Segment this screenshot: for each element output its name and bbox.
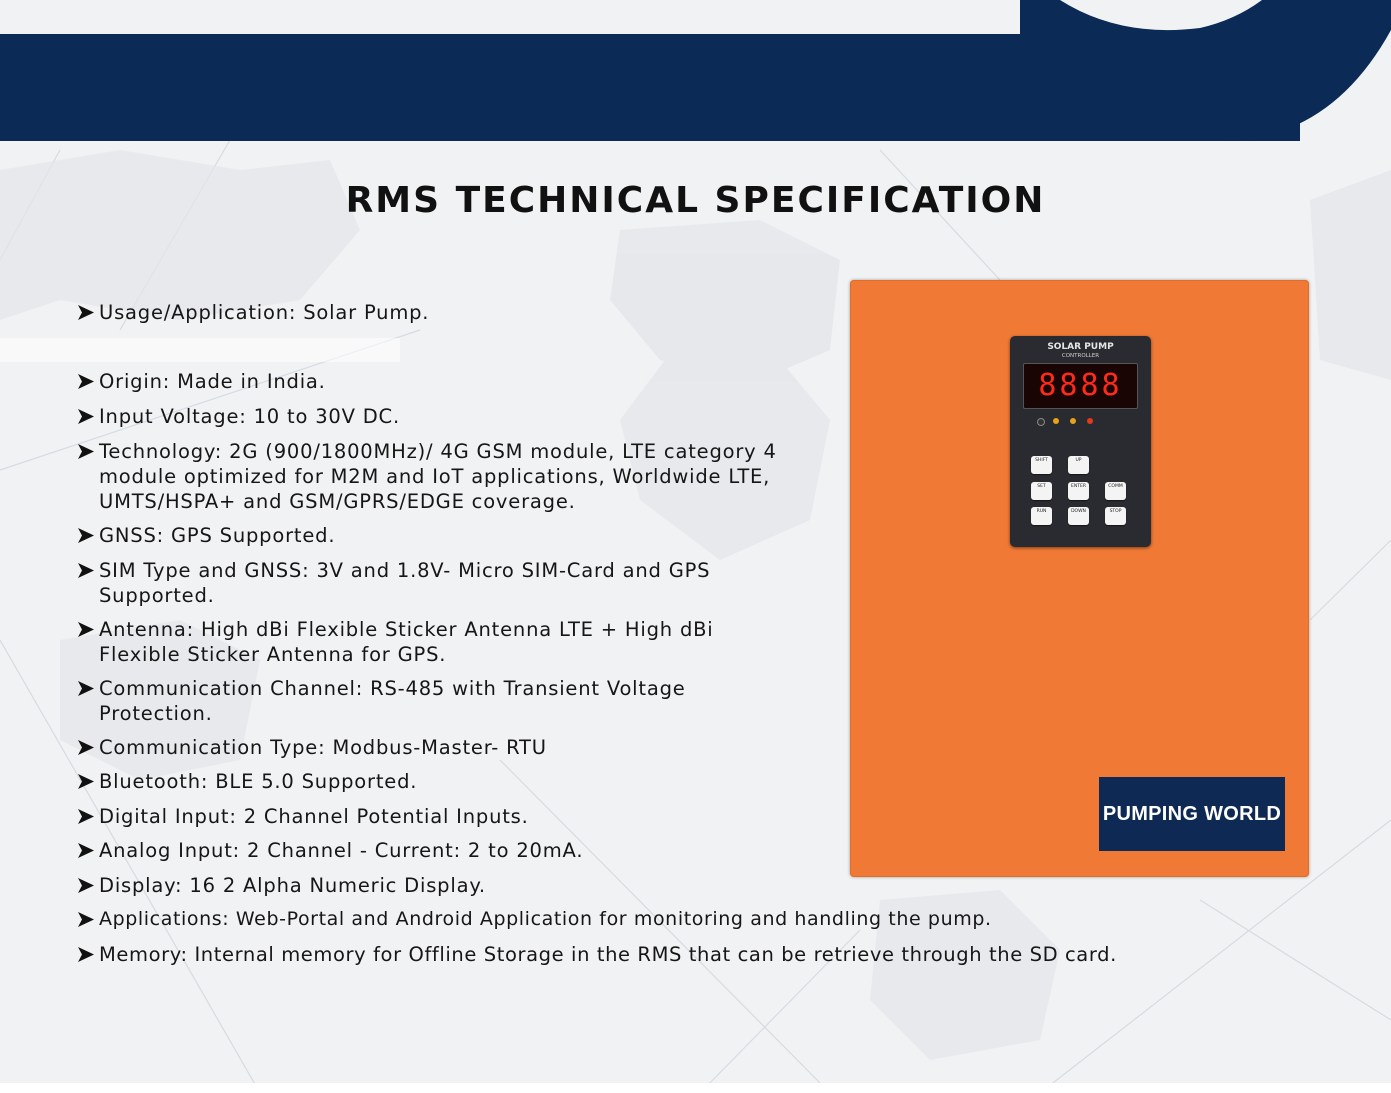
- spec-text: Usage/Application: Solar Pump.: [99, 301, 430, 324]
- status-led-icon: [1087, 418, 1093, 424]
- arrow-bullet-icon: [78, 843, 94, 858]
- key-shift: SHIFT: [1031, 456, 1052, 474]
- arrow-bullet-icon: [78, 305, 94, 320]
- spec-text: Origin: Made in India.: [99, 370, 326, 393]
- panel-title: SOLAR PUMP: [1047, 342, 1114, 352]
- arrow-bullet-icon: [78, 528, 94, 543]
- brand-label: PUMPING WORLD: [1099, 777, 1285, 851]
- seven-segment-display: 8888: [1023, 363, 1138, 409]
- spec-text: SIM Type and GNSS: 3V and 1.8V- Micro SIM-Card and GPS Supported.: [99, 559, 711, 607]
- spec-item-comm-channel: [78, 676, 768, 726]
- fade-band: [0, 338, 400, 362]
- spec-text: Communication Type: Modbus-Master- RTU: [99, 736, 547, 759]
- key-enter: ENTER: [1068, 482, 1089, 500]
- arrow-bullet-icon: [78, 912, 94, 927]
- arrow-bullet-icon: [78, 622, 94, 637]
- spec-text: Memory: Internal memory for Offline Storage in the RMS that can be retrieve through the SD card.: [99, 943, 1117, 966]
- spec-item-sim-type: [78, 558, 778, 608]
- arrow-bullet-icon: [78, 878, 94, 893]
- bottom-strip: [0, 1083, 1391, 1093]
- arrow-bullet-icon: [78, 444, 94, 459]
- spec-text: Applications: Web-Portal and Android Application for monitoring and handling the pump.: [99, 908, 992, 930]
- key-set: SET: [1031, 482, 1052, 500]
- spec-text: Technology: 2G (900/1800MHz)/ 4G GSM module, LTE category 4 module optimized for M2M and IoT applications, Worldwide LTE, UMTS/HSPA+ and GSM/GPRS/EDGE coverage.: [99, 440, 777, 513]
- key-run: RUN: [1031, 507, 1052, 525]
- arrow-bullet-icon: [78, 774, 94, 789]
- spec-text: Bluetooth: BLE 5.0 Supported.: [99, 770, 418, 793]
- key-comm: COMM: [1105, 482, 1126, 500]
- status-led-icon: [1053, 418, 1059, 424]
- key-down: DOWN: [1068, 507, 1089, 525]
- arrow-bullet-icon: [78, 740, 94, 755]
- key-up: UP: [1068, 456, 1089, 474]
- arrow-bullet-icon: [78, 374, 94, 389]
- header-banner: [0, 0, 1391, 145]
- status-led-icon: [1070, 418, 1076, 424]
- spec-text: Input Voltage: 10 to 30V DC.: [99, 405, 400, 428]
- spec-text: Display: 16 2 Alpha Numeric Display.: [99, 874, 486, 897]
- spec-text: Analog Input: 2 Channel - Current: 2 to 20mA.: [99, 839, 584, 862]
- arrow-bullet-icon: [78, 947, 94, 962]
- arrow-bullet-icon: [78, 681, 94, 696]
- spec-text: Digital Input: 2 Channel Potential Inputs.: [99, 805, 529, 828]
- spec-item-antenna: [78, 617, 788, 667]
- spec-text: GNSS: GPS Supported.: [99, 524, 336, 547]
- page-title: RMS TECHNICAL SPECIFICATION: [345, 180, 1046, 221]
- spec-item-technology: [78, 439, 838, 514]
- key-stop: STOP: [1105, 507, 1126, 525]
- arrow-bullet-icon: [78, 563, 94, 578]
- product-image-rms-controller: [850, 280, 1309, 877]
- arrow-bullet-icon: [78, 809, 94, 824]
- spec-text: Antenna: High dBi Flexible Sticker Antenna LTE + High dBi Flexible Sticker Antenna for GPS.: [99, 618, 714, 666]
- spec-item-memory: [78, 942, 1158, 967]
- panel-subtitle: CONTROLLER: [1061, 353, 1100, 359]
- spec-item-applications: [78, 907, 1278, 932]
- control-panel: [1010, 336, 1151, 547]
- spec-text: Communication Channel: RS-485 with Transient Voltage Protection.: [99, 677, 686, 725]
- arrow-bullet-icon: [78, 409, 94, 424]
- status-led-icon: [1037, 418, 1045, 426]
